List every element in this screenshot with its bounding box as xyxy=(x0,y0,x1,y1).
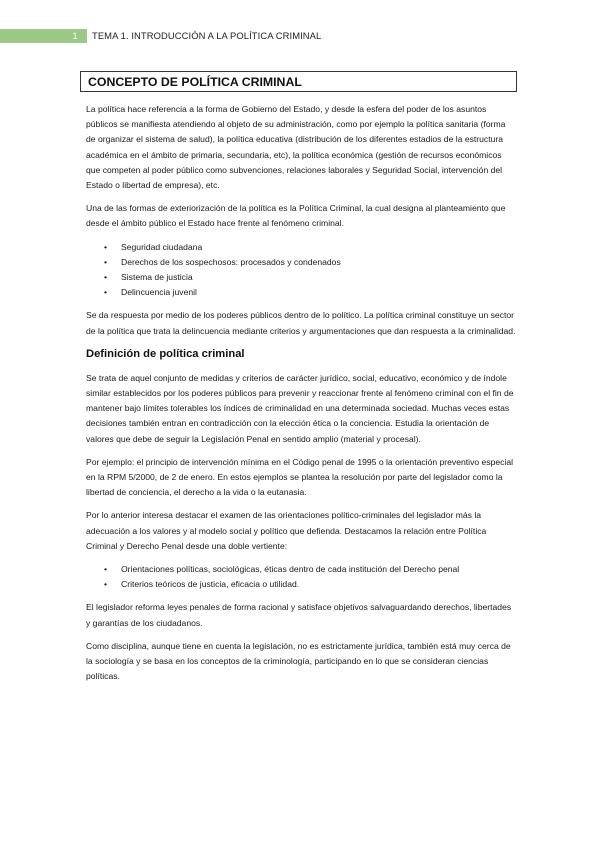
subheading-definition: Definición de política criminal xyxy=(86,347,245,360)
paragraph-criminal-policy: Una de las formas de exteriorización de la política es la Política Criminal, la cual designa al planteamiento que desde el ámbito público el Estado hace frente al fenómeno criminal. xyxy=(86,203,506,229)
paragraph-response: Se da respuesta por medio de los poderes públicos dentro de lo político. La política criminal constituye un sector de la política que trata la delincuencia mediante criterios y argumentaciones que dan respuesta a la criminalidad. xyxy=(86,310,516,336)
list-item: • Criterios teóricos de justicia, eficacia o utilidad. xyxy=(86,577,516,592)
bullet-icon: • xyxy=(104,241,108,252)
list-item: • Delincuencia juvenil xyxy=(86,285,516,300)
page-number: 1 xyxy=(72,31,78,41)
bullet-icon: • xyxy=(104,579,108,590)
paragraph-discipline: Como disciplina, aunque tiene en cuenta la legislación, no es estrictamente jurídica, también está muy cerca de la sociología y se basa en los conceptos de la criminología, participando en lo que se consideran ciencias políticas. xyxy=(86,640,511,682)
paragraph-definition: Se trata de aquel conjunto de medidas y criterios de carácter jurídico, social, educativo, económico y de índole similar establecidos por los poderes públicos para prevenir y reaccionar frente al fenómeno criminal con el fin de mantener bajo límites tolerables los índices de criminalidad en una determinada sociedad. Muchas veces estas decisiones también entran en contradicción con la elección ética o la conciencia. Estudia la orientación de valores que debe de seguir la Legislación Penal en sentido amplio (material y procesal). xyxy=(86,372,514,444)
bullet-icon: • xyxy=(104,564,108,575)
paragraph-legislator: El legislador reforma leyes penales de forma racional y satisface objetivos salvaguardando derechos, libertades y garantías de los ciudadanos. xyxy=(86,602,512,628)
list-item: • Seguridad ciudadana xyxy=(86,240,516,255)
paragraph-intro: La política hace referencia a la forma de Gobierno del Estado, y desde la esfera del poder de los asuntos públicos se manifiesta atendiendo al objeto de su administración, como por ejemplo la política sanitaria (forma de organizar el sistema de salud), la política educativa (distribución de los diferentes estadios de la estructura académica en el ámbito de primaria, secundaria, etc), la política económica (gestión de recursos económicos que competen al poder público como subvenciones, relaciones laborales y Seguridad Social, intervención del Estado o libertad de empresa), etc. xyxy=(86,104,506,191)
list-item: • Derechos de los sospechosos: procesados y condenados xyxy=(86,255,516,270)
section-title: CONCEPTO DE POLÍTICA CRIMINAL xyxy=(88,75,302,89)
bullet-list-aspects xyxy=(86,562,516,592)
bullet-icon: • xyxy=(104,272,108,283)
section-title-box xyxy=(80,71,517,92)
paragraph-orientations: Por lo anterior interesa destacar el examen de las orientaciones político-criminales del legislador más la adecuación a los valores y al modelo social y político que defienda. Destacamos la relación entre Política Criminal y Derecho Penal desde una doble vertiente: xyxy=(86,510,487,551)
bullet-list-areas xyxy=(86,240,516,301)
paragraph-example: Por ejemplo: el principio de intervención mínima en el Código penal de 1995 o la orientación preventivo especial en la RPM 5/2000, de 2 de enero. En estos ejemplos se plantea la resolución por parte del legislador como la libertad de conciencia, el derecho a la vida o la eutanasia. xyxy=(86,456,514,498)
document-header-title: TEMA 1. INTRODUCCIÓN A LA POLÍTICA CRIMINAL xyxy=(92,30,322,41)
list-item: • Sistema de justicia xyxy=(86,270,516,285)
bullet-icon: • xyxy=(104,287,108,298)
list-item: • Orientaciones políticas, sociológicas, éticas dentro de cada institución del Derecho penal xyxy=(86,562,516,577)
document-body xyxy=(86,102,516,693)
bullet-icon: • xyxy=(104,256,108,267)
